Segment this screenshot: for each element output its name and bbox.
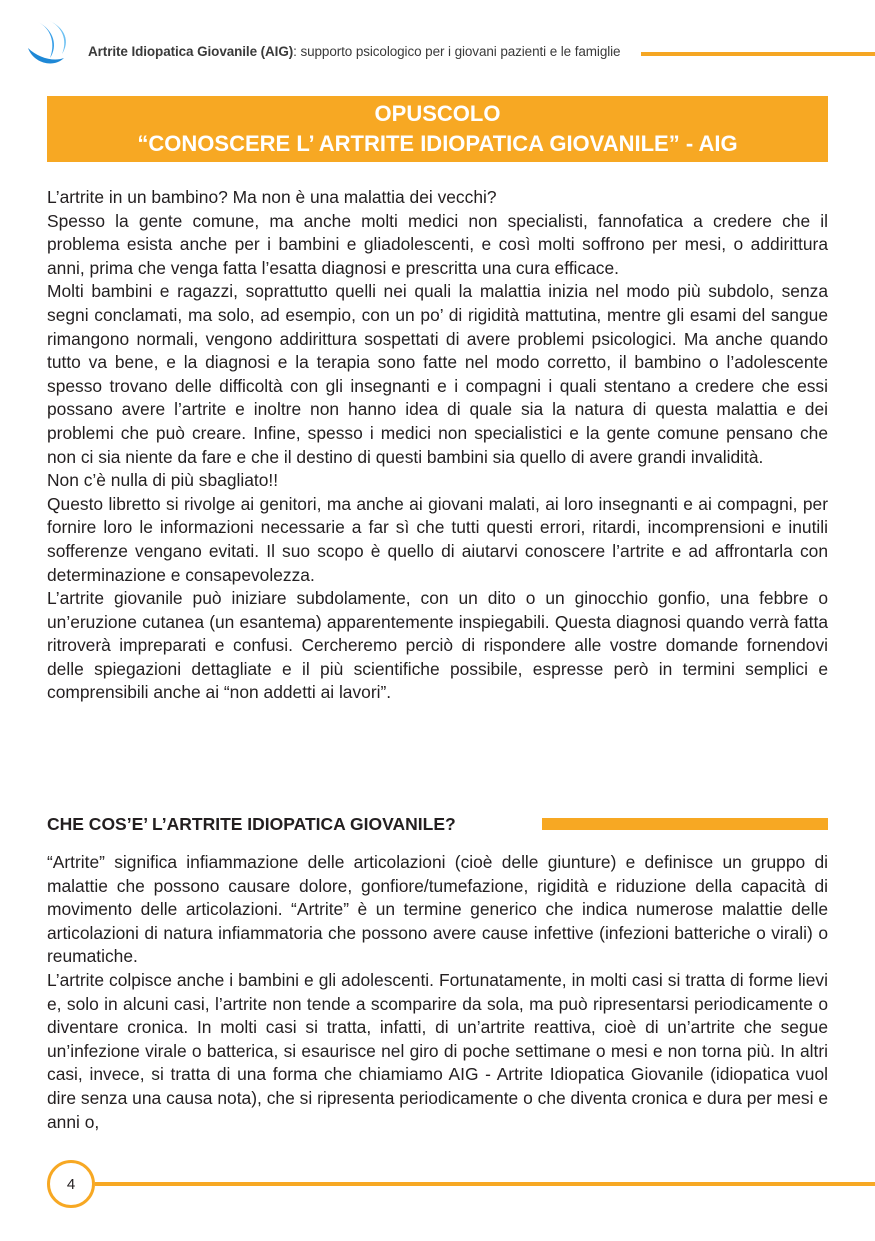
header-accent-line bbox=[641, 52, 875, 56]
running-header-rest: : supporto psicologico per i giovani pazienti e le famiglie bbox=[293, 44, 621, 59]
page-header bbox=[0, 0, 875, 80]
paragraph: Non c’è nulla di più sbagliato!! bbox=[47, 470, 279, 491]
paragraph: L’artrite giovanile può iniziare subdolamente, con un dito o un ginocchio gonfio, una febbre o un’eruzione cutanea (un esantema) apparentemente inspiegabili. Questa diagnosi quando verrà fatta ritroverà impreparati e confusi. Cercheremo perciò di rispondere alle vostre domande fornendovi delle spiegazioni dettagliate e il più scientifiche possibile, espresse però in termini semplici e comprensibili anche ai “non addetti ai lavori”. bbox=[47, 588, 828, 703]
page-number-label: 4 bbox=[66, 1175, 76, 1193]
section-heading: CHE COS’E’ L’ARTRITE IDIOPATICA GIOVANILE? bbox=[47, 814, 456, 834]
banner-line-2: “CONOSCERE L’ ARTRITE IDIOPATICA GIOVANILE” - AIG bbox=[137, 131, 738, 156]
paragraph: “Artrite” significa infiammazione delle articolazioni (cioè delle giunture) e definisce un gruppo di malattie che possono causare dolore, gonfiore/tumefazione, rigidità e riduzione della capacità di movimento delle articolazioni. “Artrite” è un termine generico che indica numerose malattie delle articolazioni di natura infiammatoria che possono avere cause infettive (infezioni batteriche o virali) o reumatiche. bbox=[47, 852, 828, 967]
banner-line-1: OPUSCOLO bbox=[374, 101, 501, 126]
intro-text bbox=[47, 186, 828, 705]
paragraph: Spesso la gente comune, ma anche molti medici non specialisti, fannofatica a credere che il problema esista anche per i bambini e gliadolescenti, e così molti soffrono per mesi, o addirittura anni, prima che venga fatta l’esatta diagnosi e prescritta una cura efficace. bbox=[47, 210, 828, 278]
section-text bbox=[47, 851, 828, 1134]
running-header-bold: Artrite Idiopatica Giovanile (AIG) bbox=[88, 44, 294, 59]
section-accent-bar bbox=[542, 818, 828, 830]
paragraph: L’artrite colpisce anche i bambini e gli adolescenti. Fortunatamente, in molti casi si tratta di forme lievi e, solo in alcuni casi, l’artrite non tende a scomparire da sola, ma può ripresentarsi periodicamente o diventare cronica. In molti casi si tratta, infatti, di un’artrite reattiva, cioè di un’artrite che segue un’infezione virale o batterica, si esaurisce nel giro di poche settimane o mesi e non torna più. In altri casi, invece, si tratta di una forma che chiamiamo AIG - Artrite Idiopatica Giovanile (idiopatica vuol dire senza una causa nota), che si ripresenta periodicamente o che diventa cronica e dura per mesi e anni o, bbox=[47, 969, 828, 1132]
running-header bbox=[88, 44, 620, 59]
footer-accent-line bbox=[95, 1182, 875, 1186]
paragraph: Molti bambini e ragazzi, soprattutto quelli nei quali la malattia inizia nel modo più subdolo, senza segni conclamati, ma solo, ad esempio, con un po’ di rigidità mattutina, mentre gli esami del sangue rimangono normali, vengono addirittura sospettati di avere problemi psicologici. Ma anche quando tutto va bene, e la diagnosi e la terapia sono fatte nel modo corretto, il bambino o l’adolescente spesso trovano delle difficoltà con gli insegnanti e i compagni i quali stentano a credere che essi possano avere l’artrite e inoltre non hanno idea di quale sia la natura di questa malattia e dei problemi che può creare. Infine, spesso i medici non specialistici e la gente comune pensano che non ci sia niente da fare e che il destino di questi bambini sia quello di avere grandi invalidità. bbox=[47, 281, 828, 467]
page-number bbox=[47, 1160, 95, 1208]
paragraph: L’artrite in un bambino? Ma non è una malattia dei vecchi? bbox=[47, 187, 497, 207]
title-banner bbox=[47, 96, 828, 162]
blue-wave-logo-icon bbox=[24, 18, 72, 72]
paragraph: Questo libretto si rivolge ai genitori, ma anche ai giovani malati, ai loro insegnanti e ai compagni, per fornire loro le informazioni necessarie a far sì che tutti questi errori, ritardi, incomprensioni e inutili sofferenze vengano evitati. Il suo scopo è quello di aiutarvi conoscere l’artrite e ad affrontarla con determinazione e consapevolezza. bbox=[47, 493, 828, 585]
